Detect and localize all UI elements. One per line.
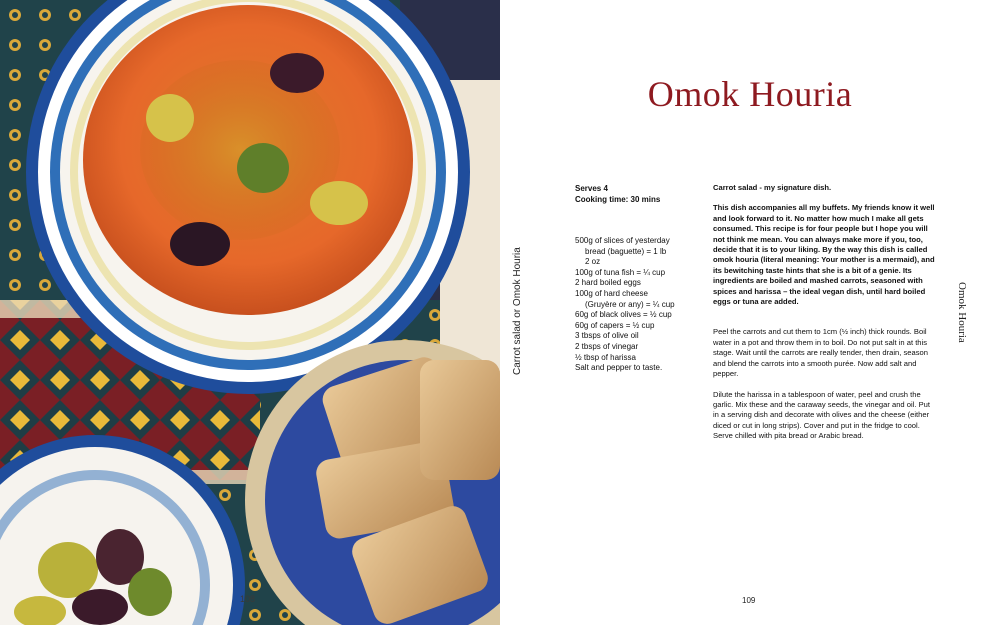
ingredient-item: ½ tbsp of harissa <box>575 352 636 362</box>
recipe-meta <box>575 183 660 205</box>
method-column <box>713 183 935 452</box>
ingredient-item: 3 tbsps of olive oil <box>575 331 639 341</box>
right-page-number: 109 <box>742 596 756 605</box>
ingredient-item: (Gruyère or any) = ¼ cup <box>585 299 675 309</box>
left-page-number: 108 <box>240 594 256 604</box>
ingredient-item: 2 oz <box>585 257 601 267</box>
recipe-title: Omok Houria <box>647 74 853 114</box>
ingredient-item: 60g of capers = ½ cup <box>575 320 655 330</box>
intro-paragraph: This dish accompanies all my buffets. My friends know it well and look forward to it. No matter how much I make all gets consumed. This recipe is for four people but I hope you will not think me mean. You can always make more if you, too, decide that it is to your liking. By the way this dish is called omok houria (literal meaning: Your mother is a mermaid), and its bewitching taste hints that she is a bit of a genie. Its ingredients are boiled and mashed carrots, seasoned with spices and harissa – the ideal vegan dish, until hard boiled eggs or tuna are added. <box>713 203 935 307</box>
ingredient-item: 60g of black olives = ½ cup <box>575 310 672 320</box>
ingredient-item: 2 hard boiled eggs <box>575 278 641 288</box>
ingredient-item: Salt and pepper to taste. <box>575 363 663 373</box>
method-heading: Carrot salad - my signature dish. <box>713 183 832 192</box>
ingredients-list <box>575 236 700 374</box>
side-label-left-text: Carrot salad or Omok Houria <box>512 247 523 375</box>
ingredient-item: 100g of tuna fish = ¼ cup <box>575 267 666 277</box>
ingredient-item: bread (baguette) = 1 lb <box>585 246 667 256</box>
cooking-time-text: Cooking time: 30 mins <box>575 195 661 204</box>
side-label-left <box>511 247 531 375</box>
ingredient-item: 100g of hard cheese <box>575 288 648 298</box>
method-step-1: Peel the carrots and cut them to 1cm (½ inch) thick rounds. Boil water in a pot and throw them in to boil. Do not put salt in at this stage. Wait until the carrots are really tender, then drain, season and blend the carrots into a smooth purée. Now add salt and pepper. <box>713 327 928 379</box>
side-label-right <box>958 282 978 352</box>
ingredient-item: 500g of slices of yesterday <box>575 236 670 245</box>
method-step-2: Dilute the harissa in a tablespoon of water, peel and crush the garlic. Mix these and the caraway seeds, the vinegar and oil. Put in a serving dish and decorate with olives and the cheese (either diced or cut in long strips). Cover and put in the fridge to cool. Serve chilled with pita bread or Arabic bread. <box>713 389 930 441</box>
side-label-right-text: Omok Houria <box>956 282 968 343</box>
ingredient-item: 2 tbsps of vinegar <box>575 341 639 351</box>
serves-text: Serves 4 <box>575 184 608 193</box>
